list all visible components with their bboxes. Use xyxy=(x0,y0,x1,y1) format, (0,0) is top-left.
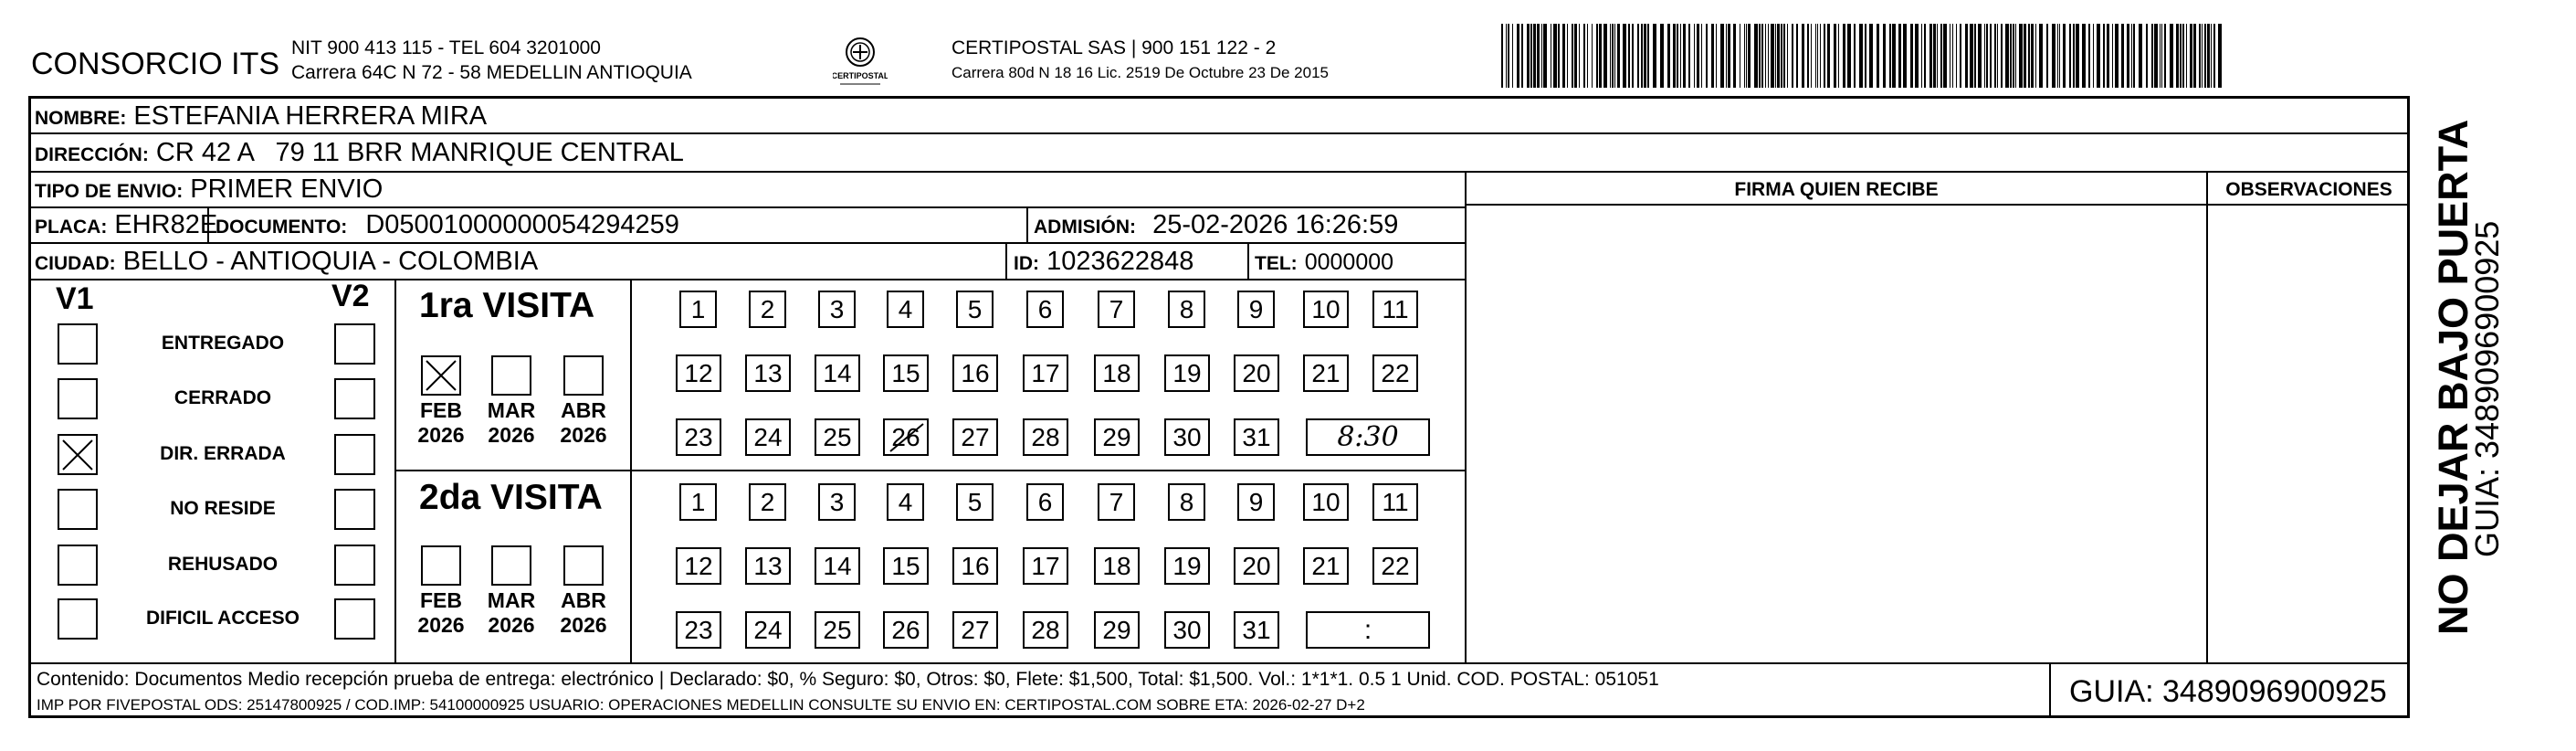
city-row xyxy=(35,246,538,280)
day-cell[interactable]: 26 xyxy=(883,611,929,649)
day-cell[interactable]: 30 xyxy=(1164,611,1210,649)
v1-header: V1 xyxy=(56,281,94,316)
address-row xyxy=(35,137,684,171)
day-cell[interactable]: 18 xyxy=(1094,354,1140,392)
admission-row xyxy=(1034,209,1398,243)
day-cell[interactable]: 27 xyxy=(952,611,998,649)
carrier-name: CERTIPOSTAL SAS | 900 151 122 - 2 xyxy=(952,37,1277,58)
status-v2-checkbox[interactable] xyxy=(334,434,375,475)
status-v2-checkbox[interactable] xyxy=(334,598,375,640)
status-label: REHUSADO xyxy=(167,554,279,575)
admission-value: 25-02-2026 16:26:59 xyxy=(1152,210,1399,239)
day-cell[interactable]: 24 xyxy=(745,611,791,649)
shipment-type: PRIMER ENVIO xyxy=(190,175,384,204)
city-value: BELLO - ANTIOQUIA - COLOMBIA xyxy=(122,247,539,276)
v2-header: V2 xyxy=(331,279,370,313)
plate-value: EHR82E xyxy=(114,210,218,239)
month-checkbox[interactable] xyxy=(491,545,531,586)
side-labels xyxy=(2420,110,2502,640)
month-checkbox[interactable] xyxy=(421,545,461,586)
month-year-label: 2026 xyxy=(417,613,465,637)
month-label: ABR xyxy=(561,398,606,422)
plate-row xyxy=(35,209,217,243)
type-label: TIPO DE ENVIO: xyxy=(35,181,184,202)
recipient-name: ESTEFANIA HERRERA MIRA xyxy=(133,101,488,131)
certipostal-logo xyxy=(833,33,888,90)
status-v1-checkbox[interactable] xyxy=(58,434,98,475)
day-cell[interactable]: 1 xyxy=(679,291,717,328)
day-cell[interactable]: 16 xyxy=(952,547,998,585)
tel-label: TEL: xyxy=(1255,253,1298,274)
day-cell[interactable]: 14 xyxy=(815,547,860,585)
month-year-label: 2026 xyxy=(488,423,535,447)
status-v1-checkbox[interactable] xyxy=(58,323,98,365)
signature-area[interactable] xyxy=(1467,206,2204,661)
month-checkbox[interactable] xyxy=(563,545,604,586)
day-cell[interactable]: 8 xyxy=(1168,483,1205,521)
day-cell[interactable]: 17 xyxy=(1023,547,1068,585)
document-row xyxy=(216,209,679,243)
day-cell[interactable]: 28 xyxy=(1023,611,1068,649)
month-year-label: 2026 xyxy=(488,613,535,637)
month-checkbox[interactable] xyxy=(421,355,461,396)
day-cell[interactable]: 9 xyxy=(1237,291,1275,328)
day-cell[interactable]: 29 xyxy=(1094,611,1140,649)
company-nit-tel: NIT 900 413 115 - TEL 604 3201000 xyxy=(291,37,601,58)
city-label: CIUDAD: xyxy=(35,253,116,274)
day-cell[interactable]: 31 xyxy=(1234,418,1279,456)
carrier-address: Carrera 80d N 18 16 Lic. 2519 De Octubre 23 De 2015 xyxy=(952,64,1329,81)
name-row xyxy=(35,100,487,134)
day-cell[interactable]: 16 xyxy=(952,354,998,392)
month-checkbox[interactable] xyxy=(491,355,531,396)
day-cell[interactable]: 2 xyxy=(749,291,786,328)
day-cell[interactable]: 12 xyxy=(676,547,721,585)
day-cell[interactable]: 14 xyxy=(815,354,860,392)
day-cell[interactable]: 27 xyxy=(952,418,998,456)
day-cell[interactable]: 18 xyxy=(1094,547,1140,585)
company-address: Carrera 64C N 72 - 58 MEDELLIN ANTIOQUIA xyxy=(291,62,692,83)
day-cell[interactable]: 3 xyxy=(818,483,856,521)
side-text-graphic xyxy=(2420,110,2502,640)
status-label: DIFICIL ACCESO xyxy=(145,608,300,629)
footer-print-info: IMP POR FIVEPOSTAL ODS: 25147800925 / COD.IMP: 54100000925 USUARIO: OPERACIONES MEDELLIN CONSULTE SU ENVIO EN: CERTIPOSTAL.COM SOBRE ETA: 2026-02-27 D+2 xyxy=(37,696,1365,714)
tel-value: 0000000 xyxy=(1304,249,1394,275)
day-cell[interactable]: 21 xyxy=(1303,547,1349,585)
status-label: DIR. ERRADA xyxy=(160,443,286,464)
day-cell[interactable]: 25 xyxy=(815,611,860,649)
day-cell[interactable]: 7 xyxy=(1098,483,1135,521)
day-cell[interactable]: 17 xyxy=(1023,354,1068,392)
day-cell[interactable]: 4 xyxy=(887,291,924,328)
month-checkbox[interactable] xyxy=(563,355,604,396)
status-v2-checkbox[interactable] xyxy=(334,489,375,530)
footer-content: Contenido: Documentos Medio recepción prueba de entrega: electrónico | Declarado: $0, % Seguro: $0, Otros: $0, Flete: $1,500, Total: $1,500. Vol.: 1*1*1. 0.5 1 Unid. COD. POSTAL: 051051 xyxy=(37,669,1659,690)
month-year-label: 2026 xyxy=(417,423,465,447)
month-label: MAR xyxy=(487,398,536,422)
day-cell[interactable]: 6 xyxy=(1026,483,1064,521)
visit1-title: 1ra VISITA xyxy=(419,286,595,325)
day-cell[interactable]: 21 xyxy=(1303,354,1349,392)
status-label: NO RESIDE xyxy=(170,498,276,519)
day-cell[interactable]: 19 xyxy=(1164,547,1210,585)
day-cell[interactable]: 4 xyxy=(887,483,924,521)
barcode-graphic xyxy=(1499,24,2228,88)
day-cell[interactable]: 10 xyxy=(1303,483,1349,521)
status-v2-checkbox[interactable] xyxy=(334,545,375,586)
status-v2-checkbox[interactable] xyxy=(334,323,375,365)
company-name: CONSORCIO ITS xyxy=(31,47,280,81)
type-row xyxy=(35,174,383,207)
day-cell[interactable]: 11 xyxy=(1372,483,1418,521)
id-value: 1023622848 xyxy=(1046,247,1194,276)
day-cell[interactable]: 23 xyxy=(676,418,721,456)
day-cell[interactable]: 20 xyxy=(1234,354,1279,392)
day-cell[interactable]: 3 xyxy=(818,291,856,328)
time-field[interactable]: 8:30 xyxy=(1306,418,1430,456)
day-cell[interactable]: 13 xyxy=(745,354,791,392)
day-cell[interactable]: 1 xyxy=(679,483,717,521)
day-cell[interactable]: 22 xyxy=(1372,354,1418,392)
status-v1-checkbox[interactable] xyxy=(58,545,98,586)
month-label: FEB xyxy=(420,398,462,422)
day-cell[interactable]: 24 xyxy=(745,418,791,456)
id-row xyxy=(1014,246,1193,280)
observations-area[interactable] xyxy=(2208,206,2408,661)
certipostal-logo-icon xyxy=(833,33,888,90)
day-cell[interactable]: 10 xyxy=(1303,291,1349,328)
day-cell[interactable]: 30 xyxy=(1164,418,1210,456)
status-label: ENTREGADO xyxy=(161,333,285,354)
month-year-label: 2026 xyxy=(560,613,607,637)
side-guide-number: GUIA: 3489096900925 xyxy=(2468,220,2502,557)
document-value: D05001000000054294259 xyxy=(365,210,679,239)
day-cell[interactable]: 31 xyxy=(1234,611,1279,649)
day-cell[interactable]: 25 xyxy=(815,418,860,456)
day-cell[interactable]: 28 xyxy=(1023,418,1068,456)
day-cell[interactable]: 6 xyxy=(1026,291,1064,328)
day-cell[interactable]: 26 xyxy=(883,418,929,456)
day-cell[interactable]: 20 xyxy=(1234,547,1279,585)
day-cell[interactable]: 29 xyxy=(1094,418,1140,456)
day-cell[interactable]: 2 xyxy=(749,483,786,521)
day-cell[interactable]: 11 xyxy=(1372,291,1418,328)
day-cell[interactable]: 9 xyxy=(1237,483,1275,521)
status-v1-checkbox[interactable] xyxy=(58,598,98,640)
recipient-address: CR 42 A 79 11 BRR MANRIQUE CENTRAL xyxy=(155,138,684,167)
day-cell[interactable]: 15 xyxy=(883,547,929,585)
status-v2-checkbox[interactable] xyxy=(334,378,375,419)
signature-column-title: FIRMA QUIEN RECIBE xyxy=(1734,179,1939,200)
month-label: FEB xyxy=(420,588,462,612)
day-cell[interactable]: 5 xyxy=(956,483,994,521)
day-cell[interactable]: 8 xyxy=(1168,291,1205,328)
status-label: CERRADO xyxy=(173,387,272,408)
day-cell[interactable]: 22 xyxy=(1372,547,1418,585)
month-year-label: 2026 xyxy=(560,423,607,447)
day-cell[interactable]: 23 xyxy=(676,611,721,649)
day-cell[interactable]: 19 xyxy=(1164,354,1210,392)
logo-caption: CERTIPOSTAL xyxy=(833,71,888,80)
address-label: DIRECCIÓN: xyxy=(35,144,149,165)
no-dejar-warning: NO DEJAR BAJO PUERTA xyxy=(2430,119,2476,635)
day-cell[interactable]: 12 xyxy=(676,354,721,392)
day-cell[interactable]: 7 xyxy=(1098,291,1135,328)
tel-row xyxy=(1255,246,1393,280)
observations-column-title: OBSERVACIONES xyxy=(2225,179,2392,200)
day-cell[interactable]: 13 xyxy=(745,547,791,585)
footer-guide-number: GUIA: 3489096900925 xyxy=(2069,674,2387,709)
day-cell[interactable]: 15 xyxy=(883,354,929,392)
status-v1-checkbox[interactable] xyxy=(58,489,98,530)
status-v1-checkbox[interactable] xyxy=(58,378,98,419)
id-label: ID: xyxy=(1014,253,1039,274)
time-field[interactable]: : xyxy=(1306,611,1430,649)
plate-label: PLACA: xyxy=(35,217,108,238)
month-label: ABR xyxy=(561,588,606,612)
name-label: NOMBRE: xyxy=(35,108,127,129)
month-label: MAR xyxy=(487,588,536,612)
document-label: DOCUMENTO: xyxy=(216,217,348,238)
barcode xyxy=(1499,24,2228,88)
visit2-title: 2da VISITA xyxy=(419,478,603,517)
admission-label: ADMISIÓN: xyxy=(1034,217,1136,238)
day-cell[interactable]: 5 xyxy=(956,291,994,328)
